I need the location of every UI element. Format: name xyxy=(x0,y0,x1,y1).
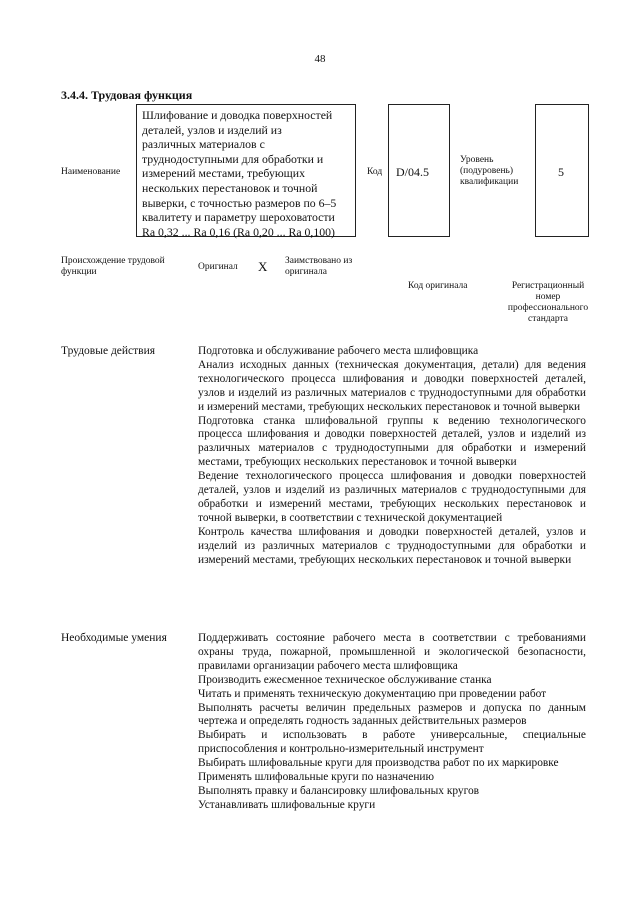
skill-item: Выбирать и использовать в работе универсальные, специальные приспособления и контрольно-измерительный инструмент xyxy=(198,729,586,756)
function-name-line: нескольких перестановок и точной xyxy=(142,180,318,195)
labor-actions-list xyxy=(198,345,586,568)
level-label: Уровень (подуровень) квалификации xyxy=(460,155,519,187)
section-heading: 3.4.4. Трудовая функция xyxy=(61,88,193,102)
skill-item: Поддерживать состояние рабочего места в соответствии с требованиями охраны труда, пожарной, промышленной и экологической безопасности, правилами организации рабочего места шлифовщика xyxy=(198,632,586,672)
labor-actions-label: Трудовые действия xyxy=(61,345,156,357)
code-original-label: Код оригинала xyxy=(408,281,468,291)
page-number: 48 xyxy=(314,53,326,65)
labor-action-item: Ведение технологического процесса шлифования и доводки поверхностей деталей, узлов и изделий из различных материалов с труднодоступными для обработки и измерений местами, требующих нескольких перестановок и точной выверки, в соответствии с технической документацией xyxy=(198,470,586,524)
code-label: Код xyxy=(367,167,383,177)
skill-item: Выполнять расчеты величин предельных размеров и допуска по данным чертежа и определять годность заданных действительных размеров xyxy=(198,701,586,728)
function-name-line: деталей, узлов и изделий из xyxy=(142,122,282,137)
function-name-box xyxy=(136,104,356,237)
skill-item: Читать и применять техническую документацию при проведении работ xyxy=(198,687,547,700)
function-name-line: квалитету и параметру шероховатости xyxy=(142,210,335,225)
skill-item: Выполнять правку и балансировку шлифовальных кругов xyxy=(198,784,480,797)
original-mark: X xyxy=(258,259,268,274)
labor-action-item: Анализ исходных данных (техническая документация, детали) для ведения технологического процесса шлифования и доводки поверхностей деталей, узлов и изделий из различных материалов с труднодоступными для обработки и измерений местами, требующих нескольких перестановок и точной выверки xyxy=(198,358,586,413)
name-label: Наименование xyxy=(61,167,121,177)
labor-action-item: Контроль качества шлифования и доводки поверхностей деталей, узлов и изделий из различных материалов с труднодоступными для обработки и измерений местами, требующих нескольких перестановок и точной выверки xyxy=(198,525,586,566)
origin-label: Происхождение трудовой функции xyxy=(61,256,165,277)
function-name-line: измерений местами, требующих xyxy=(142,166,305,181)
skill-item: Применять шлифовальные круги по назначению xyxy=(198,771,435,784)
borrowed-label: Заимствовано из оригинала xyxy=(285,256,353,277)
function-name-line: различных материалов с xyxy=(142,137,265,152)
skills-list xyxy=(198,632,586,813)
labor-action-item: Подготовка станка шлифовальной группы к ведению технологического процесса шлифования и доводки поверхностей деталей, узлов и изделий из различных материалов с труднодоступными для обработки и измерений местами, требующих нескольких перестановок и точной выверки xyxy=(198,414,586,469)
skills-label: Необходимые умения xyxy=(61,632,167,644)
function-name-line: выверки, с точностью размеров по 6–5 xyxy=(142,195,337,210)
skill-item: Выбирать шлифовальные круги для производства работ по их маркировке xyxy=(198,757,559,770)
original-label: Оригинал xyxy=(198,262,238,272)
level-value: 5 xyxy=(558,165,564,179)
skill-item: Производить ежесменное техническое обслуживание станка xyxy=(198,673,492,686)
function-name-line: труднодоступными для обработки и xyxy=(142,151,324,166)
function-name-line: Шлифование и доводка поверхностей xyxy=(142,108,333,122)
code-value: D/04.5 xyxy=(396,165,429,179)
reg-number-label: Регистрационный номер профессионального стандарта xyxy=(507,281,589,324)
function-name-line: Ra 0,32 ... Ra 0,16 (Ra 0,20 ... Ra 0,100) xyxy=(142,224,335,239)
labor-action-item: Подготовка и обслуживание рабочего места шлифовщика xyxy=(198,345,479,357)
skill-item: Устанавливать шлифовальные круги xyxy=(198,798,376,811)
